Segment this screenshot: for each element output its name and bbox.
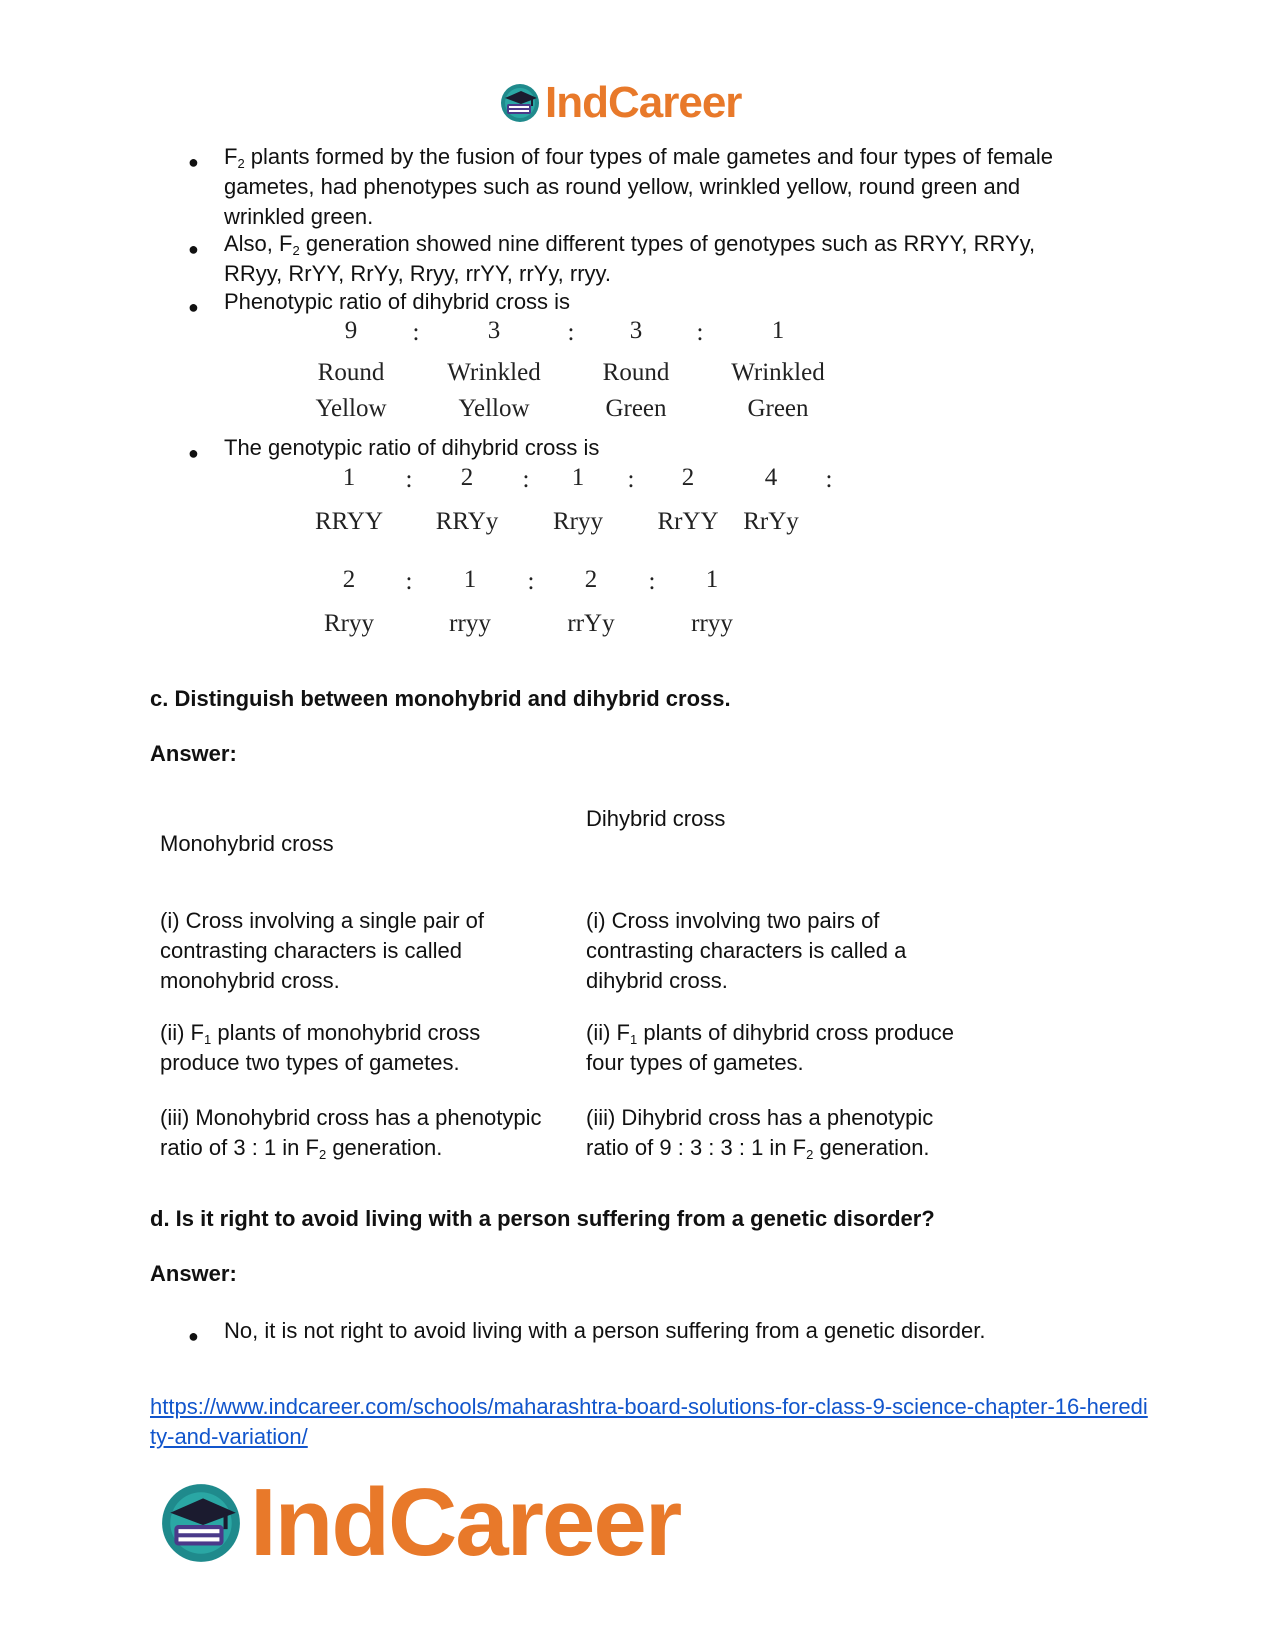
graduation-cap-book-icon: [158, 1480, 244, 1566]
ratio-number: 1: [771, 317, 785, 344]
phenotype-label: Yellow: [458, 395, 530, 422]
ratio-number: 9: [344, 317, 358, 344]
ratio-colon: :: [412, 319, 420, 346]
bullet-icon: ●: [188, 297, 199, 317]
text: (ii) F: [586, 1020, 630, 1045]
subscript: 2: [237, 156, 245, 171]
text: plants formed by the fusion of four types of male gametes and four types of female gametes, had phenotypes such as round yellow, wrinkled yellow, round green and wrinkled green.: [224, 144, 1054, 229]
table-cell: [160, 1103, 560, 1163]
ratio-number: 2: [342, 566, 356, 593]
text: generation showed nine different types of genotypes such as RRYY, RRYy, RRyy, RrYY, RrYy, Rryy, rrYY, rrYy, rryy.: [224, 231, 1036, 286]
bullet-icon: ●: [188, 239, 199, 259]
table-header-dihybrid: Dihybrid cross: [586, 806, 726, 831]
text: Phenotypic ratio of dihybrid cross is: [224, 289, 571, 314]
table-header-monohybrid: Monohybrid cross: [160, 831, 334, 856]
text: (ii) F: [160, 1020, 204, 1045]
phenotype-label: Round: [317, 359, 385, 386]
genotype-label: rryy: [449, 610, 491, 637]
ratio-number: 1: [463, 566, 477, 593]
phenotype-label: Round: [602, 359, 670, 386]
subscript: 2: [292, 243, 300, 258]
genotype-label: RRYy: [435, 508, 499, 535]
genotype-label: RRYY: [314, 508, 384, 535]
answer-label: Answer:: [150, 1261, 237, 1286]
ratio-colon: :: [627, 466, 635, 493]
ratio-number: 4: [764, 464, 778, 491]
genotype-label: Rryy: [553, 508, 603, 535]
text: (iii) Monohybrid cross has a phenotypic ratio of 3 : 1 in F: [160, 1105, 542, 1160]
text: plants of dihybrid cross produce four types of gametes.: [586, 1020, 954, 1075]
ratio-colon: :: [522, 466, 530, 493]
subscript: 1: [629, 1032, 638, 1047]
text: Also, F: [224, 231, 293, 256]
ratio-number: 1: [342, 464, 356, 491]
phenotype-label: Wrinkled: [447, 359, 541, 386]
table-cell: [586, 1103, 976, 1163]
brand-wordmark: IndCareer: [545, 78, 742, 127]
table-cell: (i) Cross involving two pairs of contrasting characters is called a dihybrid cross.: [586, 908, 907, 993]
phenotype-label: Wrinkled: [731, 359, 825, 386]
subscript: 1: [203, 1032, 212, 1047]
ratio-number: 3: [487, 317, 501, 344]
bullet-icon: ●: [188, 1326, 199, 1346]
question-heading: d. Is it right to avoid living with a person suffering from a genetic disorder?: [150, 1206, 935, 1231]
text: plants of monohybrid cross produce two types of gametes.: [160, 1020, 481, 1075]
ratio-colon: :: [405, 466, 413, 493]
ratio-number: 2: [460, 464, 474, 491]
text: No, it is not right to avoid living with a person suffering from a genetic disorder.: [224, 1318, 986, 1343]
subscript: 2: [318, 1147, 327, 1162]
phenotype-label: Yellow: [315, 395, 387, 422]
graduation-cap-book-icon: [499, 82, 541, 124]
ratio-number: 2: [584, 566, 598, 593]
ratio-colon: :: [567, 319, 575, 346]
ratio-colon: :: [648, 568, 656, 595]
genotype-label: RrYY: [657, 508, 719, 535]
indcareer-logo-bottom: [158, 1468, 680, 1578]
phenotype-label: Green: [605, 395, 667, 422]
brand-wordmark: IndCareer: [250, 1469, 681, 1576]
table-cell: [586, 1018, 986, 1078]
answer-label: Answer:: [150, 741, 237, 766]
genotype-label: rryy: [691, 610, 733, 637]
ratio-number: 3: [629, 317, 643, 344]
ratio-number: 1: [571, 464, 585, 491]
ratio-colon: :: [696, 319, 704, 346]
ratio-colon: :: [825, 466, 833, 493]
indcareer-logo-top: [499, 78, 741, 128]
genotype-label: Rryy: [324, 610, 374, 637]
text: generation.: [813, 1135, 930, 1160]
ratio-colon: :: [527, 568, 535, 595]
ratio-number: 1: [705, 566, 719, 593]
genotype-label: rrYy: [567, 610, 615, 637]
bullet-icon: ●: [188, 152, 199, 172]
genotype-label: RrYy: [743, 508, 799, 535]
subscript: 2: [806, 1147, 814, 1162]
text: generation.: [326, 1135, 443, 1160]
source-link[interactable]: https://www.indcareer.com/schools/maharashtra-board-solutions-for-class-9-science-chapter-16-heredity-and-variation/: [150, 1394, 1148, 1449]
text: F: [224, 144, 238, 169]
text: (iii) Dihybrid cross has a phenotypic ratio of 9 : 3 : 3 : 1 in F: [586, 1105, 934, 1160]
ratio-number: 2: [681, 464, 695, 491]
ratio-colon: :: [405, 568, 413, 595]
table-cell: [160, 1018, 520, 1078]
bullet-icon: ●: [188, 443, 199, 463]
table-cell: (i) Cross involving a single pair of contrasting characters is called monohybrid cross.: [160, 908, 485, 993]
phenotype-label: Green: [747, 395, 809, 422]
text: The genotypic ratio of dihybrid cross is: [224, 435, 600, 460]
question-heading: c. Distinguish between monohybrid and dihybrid cross.: [150, 686, 731, 711]
